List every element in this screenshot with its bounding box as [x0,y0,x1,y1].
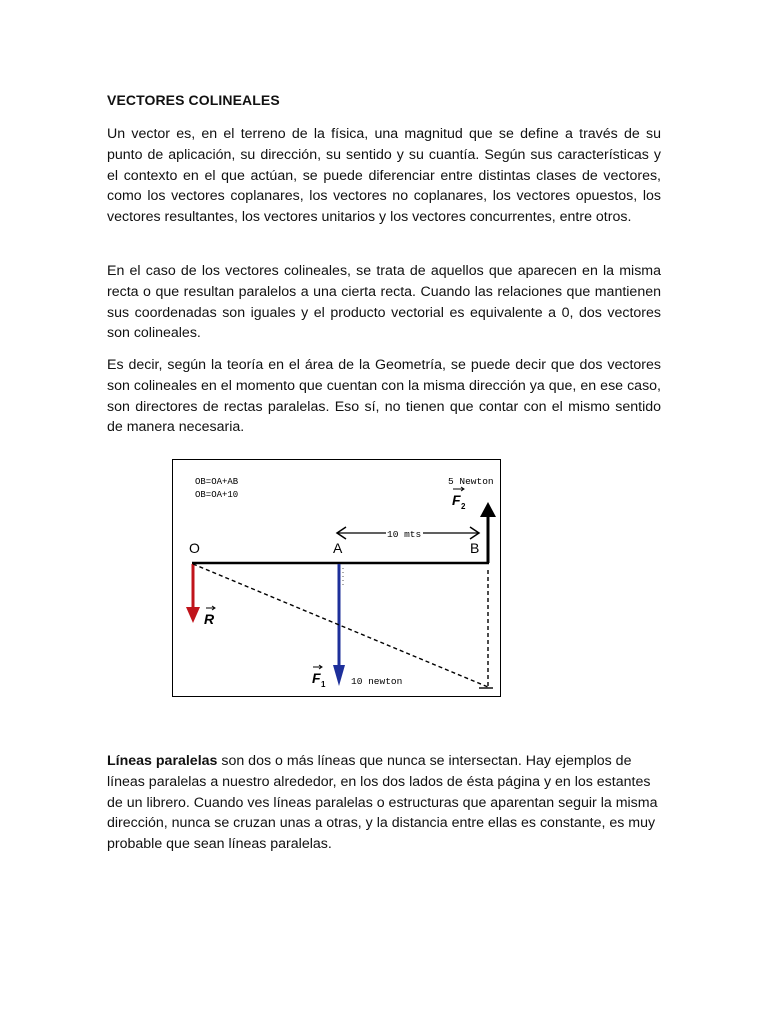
resultant-vector-arrow [186,564,200,623]
f2-magnitude-label: 5 Newton [448,476,494,487]
resultant-symbol-letter: R [204,611,215,627]
parallel-lines-description: son dos o más líneas que nunca se intersectan. Hay ejemplos de líneas paralelas a nuestro alrededor, en los dos lados de ésta página y en los estantes de un librero. Cuando ves líneas paralelas o estructuras que aparentan seguir la misma dirección, nunca se cruzan unas a otras, y la distancia entre ellas es constante, es muy probable que sean líneas paralelas. [107,753,658,853]
equation-1: OB=OA+AB [195,477,239,487]
f2-symbol-subscript: 2 [461,502,466,511]
f2-vector-arrow [480,502,496,563]
parallel-lines-term: Líneas paralelas [107,753,218,769]
vector-diagram [173,460,500,696]
collinear-vectors-figure [172,459,501,697]
f1-symbol [312,665,326,689]
point-o-label: O [189,540,200,556]
point-b-label: B [470,540,480,556]
f1-symbol-letter: F [312,670,321,686]
document-title: VECTORES COLINEALES [107,92,280,108]
paragraph-vector-definition: Un vector es, en el terreno de la física, una magnitud que se define a través de su punto de aplicación, su dirección, su sentido y su cuantía. Según sus características y el contexto en el que actúan, se puede diferenciar entre distintas clases de vectores, como los vectores coplanares, los vectores no coplanares, los vectores opuestos, los vectores resultantes, los vectores unitarios y los vectores concurrentes, entre otros. [107,126,661,226]
resultant-symbol [204,606,215,627]
paragraph-parallel-lines [107,751,667,855]
paragraph-collinear-vectors: En el caso de los vectores colineales, se trata de aquellos que aparecen en la misma recta o que resultan paralelos a una cierta recta. Cuando las relaciones que mantienen sus coordenadas son iguales y el producto vectorial es equivalente a 0, dos vectores son colineales. [107,263,661,342]
f2-symbol [452,487,466,511]
f2-symbol-letter: F [452,492,461,508]
paragraph-geometry-theory: Es decir, según la teoría en el área de la Geometría, se puede decir que dos vectores son colineales en el momento que cuentan con la misma dirección ya que, en ese caso, son directores de rectas paralelas. Eso sí, no tienen que contar con el mismo sentido de manera necesaria. [107,357,661,436]
f1-magnitude-label: 10 newton [351,676,403,687]
point-a-label: A [333,540,343,556]
equation-2: OB=OA+10 [195,490,239,500]
f1-symbol-subscript: 1 [321,680,326,689]
f1-vector-arrow [333,564,345,686]
distance-dimension [337,527,479,540]
distance-label: 10 mts [387,529,422,540]
